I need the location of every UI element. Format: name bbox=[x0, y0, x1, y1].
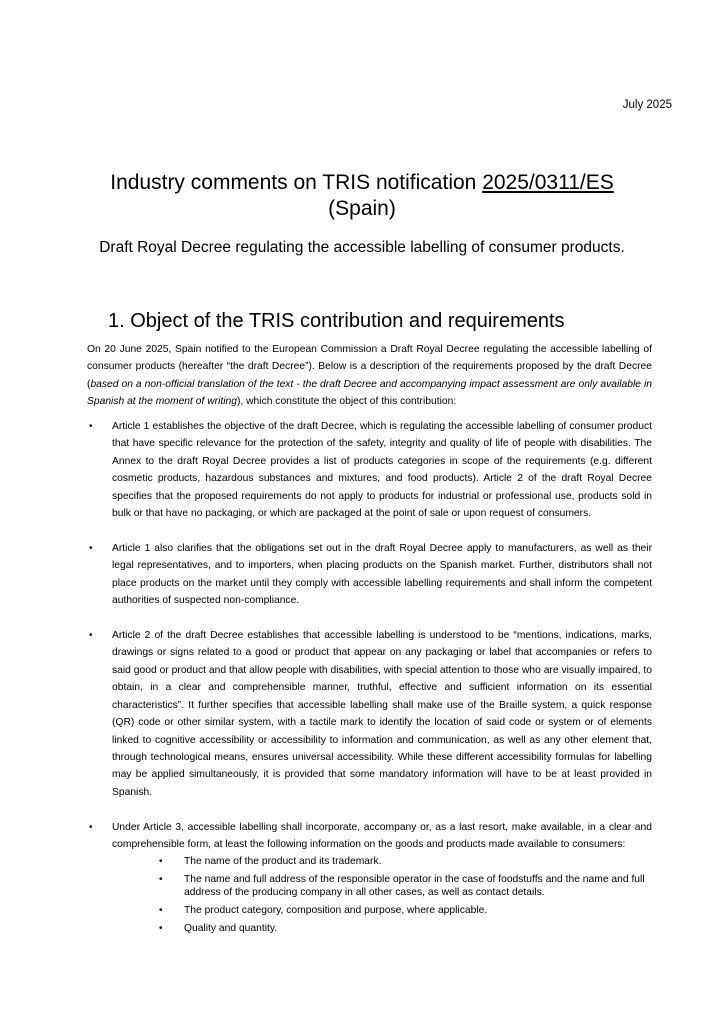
bullet-icon: • bbox=[159, 874, 163, 886]
bullet-icon: • bbox=[159, 905, 163, 917]
list-item-text: Under Article 3, accessible labelling shall incorporate, accompany or, as a last resort, make available, in a clear and comprehensible form, at least the following information on the goods and products made available to consumers: bbox=[112, 821, 652, 851]
bullet-icon: • bbox=[159, 856, 163, 868]
intro-paragraph bbox=[87, 341, 652, 411]
sublist-item bbox=[159, 922, 652, 935]
bullet-icon: • bbox=[89, 421, 93, 432]
list-item bbox=[87, 418, 652, 522]
sublist-item bbox=[159, 873, 652, 899]
sublist-item bbox=[159, 855, 652, 868]
sublist-item-text: The product category, composition and purpose, where applicable. bbox=[184, 905, 488, 917]
list-item bbox=[87, 819, 652, 936]
bullet-icon: • bbox=[89, 630, 93, 642]
requirements-list bbox=[87, 418, 652, 953]
list-item-text: Article 2 of the draft Decree establishes that accessible labelling is understood to be “mentions, indications, marks, drawings or signs related to a good or product that appear on any packaging or label that accompanies or refers to said good or product and that allow people with disabilities, with special attention to those who are visually impaired, to obtain, in a clear and comprehensible manner, truthful, effective and sufficient information on its essential characteristics”. It further specifies that accessible labelling shall make use of the Braille system, a quick response (QR) code or other similar system, with a tactile mark to identify the location of said code or system or of elements linked to cognitive accessibility or accessibility to information and communication, as well as any other element that, through technological means, ensures universal accessibility. While these different accessibility formulas for labelling may be applied simultaneously, it is provided that some mandatory information will have to be at least provided in Spanish. bbox=[112, 630, 652, 798]
bullet-icon: • bbox=[159, 923, 163, 935]
document-subtitle: Draft Royal Decree regulating the accessible labelling of consumer products. bbox=[99, 239, 625, 256]
intro-italic-note: based on a non-official translation of the text - the draft Decree and accompanying impact assessment are only available in Spanish at the moment of writing bbox=[87, 378, 652, 408]
tris-notification-link[interactable]: 2025/0311/ES bbox=[482, 171, 614, 194]
sublist-item-text: Quality and quantity. bbox=[184, 923, 278, 935]
section-heading: 1. Object of the TRIS contribution and requirements bbox=[108, 310, 565, 332]
bullet-icon: • bbox=[89, 542, 93, 554]
sublist-item bbox=[159, 904, 652, 917]
list-item bbox=[87, 627, 652, 801]
list-item bbox=[87, 540, 652, 610]
list-item-text: Article 1 establishes the objective of the draft Decree, which is regulating the accessible labelling of consumer product that have specific relevance for the protection of the safety, integrity and quality of life of people with disabilities. The Annex to the draft Royal Decree provides a list of products categories in scope of the requirements (e.g. different cosmetic products, hazardous substances and mixtures, and food products). Article 2 of the draft Royal Decree specifies that the proposed requirements do not apply to products for industrial or professional use, products sold in bulk or that have no packaging, or which are packaged at the point of sale or upon request of consumers. bbox=[112, 421, 652, 520]
bullet-icon: • bbox=[89, 821, 93, 833]
document-title bbox=[60, 170, 664, 222]
sublist-item-text: The name of the product and its trademark. bbox=[184, 856, 382, 868]
title-prefix: Industry comments on TRIS notification bbox=[110, 171, 483, 194]
list-item-text: Article 1 also clarifies that the obligations set out in the draft Royal Decree apply to manufacturers, as well as their legal representatives, and to importers, when placing products on the Spanish market. Further, distributors shall not place products on the market until they comply with accessible labelling requirements and shall inform the competent authorities of suspected non-compliance. bbox=[112, 542, 652, 607]
title-suffix: (Spain) bbox=[328, 197, 396, 220]
intro-text-end: ), which constitute the object of this contribution: bbox=[236, 396, 457, 408]
intro-text-start: On 20 June 2025, Spain notified to the European Commission a Draft Royal Decree regulating the accessible labelling of consumer products (hereafter “the draft Decree”). Below is a description of the requirements proposed by the draft Decree ( bbox=[87, 344, 652, 390]
information-sublist bbox=[112, 855, 652, 935]
document-date: July 2025 bbox=[622, 99, 672, 111]
sublist-item-text: The name and full address of the responsible operator in the case of foodstuffs and the name and full address of the producing company in all other cases, as well as contact details. bbox=[184, 874, 645, 899]
